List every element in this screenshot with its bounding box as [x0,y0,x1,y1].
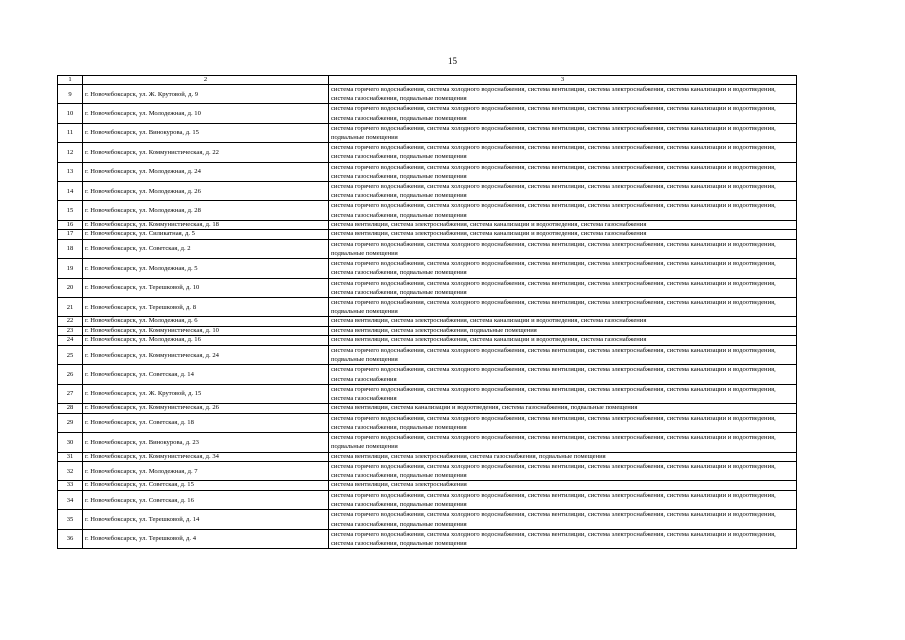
row-address: г. Новочебоксарск, ул. Молодежная, д. 28 [83,201,329,220]
table-row [58,230,797,240]
table-row [58,413,797,432]
row-number: 26 [58,365,83,384]
table-row [58,336,797,346]
row-number: 21 [58,298,83,317]
row-number: 24 [58,336,83,346]
table-row [58,326,797,336]
table-row [58,104,797,123]
row-address: г. Новочебоксарск, ул. Молодежная, д. 16 [83,336,329,346]
row-systems: система вентиляции, система электроснабжения, система канализации и водоотведения, система газоснабжения [329,336,797,346]
row-address: г. Новочебоксарск, ул. Терешковой, д. 4 [83,529,329,548]
row-address: г. Новочебоксарск, ул. Терешковой, д. 8 [83,298,329,317]
buildings-table [57,75,797,549]
row-address: г. Новочебоксарск, ул. Советская, д. 16 [83,490,329,509]
row-systems: система горячего водоснабжения, система холодного водоснабжения, система вентиляции, система электроснабжения, система канализации и водоотведения, система газоснабжения, подвальные помещения [329,510,797,529]
row-number: 17 [58,230,83,240]
row-systems: система горячего водоснабжения, система холодного водоснабжения, система вентиляции, система электроснабжения, система канализации и водоотведения, система газоснабжения, подвальные помещения [329,182,797,201]
table-row [58,345,797,364]
row-systems: система горячего водоснабжения, система холодного водоснабжения, система вентиляции, система электроснабжения, система канализации и водоотведения, подвальные помещения [329,298,797,317]
row-systems: система горячего водоснабжения, система холодного водоснабжения, система вентиляции, система электроснабжения, система канализации и водоотведения, система газоснабжения [329,384,797,403]
row-number: 13 [58,162,83,181]
row-address: г. Новочебоксарск, ул. Советская, д. 2 [83,239,329,258]
table-header-row [58,76,797,85]
row-address: г. Новочебоксарск, ул. Советская, д. 14 [83,365,329,384]
row-systems: система горячего водоснабжения, система холодного водоснабжения, система вентиляции, система электроснабжения, система канализации и водоотведения, система газоснабжения, подвальные помещения [329,278,797,297]
row-number: 9 [58,85,83,104]
row-number: 33 [58,481,83,491]
row-systems: система горячего водоснабжения, система холодного водоснабжения, система вентиляции, система электроснабжения, система канализации и водоотведения, система газоснабжения, подвальные помещения [329,85,797,104]
row-systems: система вентиляции, система электроснабжения, система канализации и водоотведения, система газоснабжения [329,317,797,327]
row-systems: система горячего водоснабжения, система холодного водоснабжения, система вентиляции, система электроснабжения, система канализации и водоотведения, система газоснабжения, подвальные помещения [329,529,797,548]
row-number: 31 [58,452,83,462]
row-number: 11 [58,123,83,142]
page-number: 15 [448,56,457,66]
row-address: г. Новочебоксарск, ул. Ж. Крутовой, д. 15 [83,384,329,403]
row-systems: система горячего водоснабжения, система холодного водоснабжения, система вентиляции, система электроснабжения, система канализации и водоотведения, система газоснабжения, подвальные помещения [329,462,797,481]
row-systems: система горячего водоснабжения, система холодного водоснабжения, система вентиляции, система электроснабжения, система канализации и водоотведения, подвальные помещения [329,345,797,364]
header-col-2: 2 [83,76,329,85]
row-address: г. Новочебоксарск, ул. Коммунистическая, д. 26 [83,404,329,414]
row-number: 25 [58,345,83,364]
row-systems: система горячего водоснабжения, система холодного водоснабжения, система вентиляции, система электроснабжения, система канализации и водоотведения, система газоснабжения, подвальные помещения [329,201,797,220]
table-row [58,220,797,230]
table-row [58,278,797,297]
row-systems: система горячего водоснабжения, система холодного водоснабжения, система вентиляции, система электроснабжения, система канализации и водоотведения, система газоснабжения, подвальные помещения [329,104,797,123]
table-row [58,182,797,201]
table-row [58,298,797,317]
row-systems: система горячего водоснабжения, система холодного водоснабжения, система вентиляции, система электроснабжения, система канализации и водоотведения, подвальные помещения [329,123,797,142]
row-number: 20 [58,278,83,297]
table-row [58,529,797,548]
row-systems: система вентиляции, система электроснабжения, подвальные помещения [329,326,797,336]
row-number: 32 [58,462,83,481]
table-row [58,85,797,104]
row-number: 27 [58,384,83,403]
row-number: 35 [58,510,83,529]
row-number: 23 [58,326,83,336]
table-row [58,162,797,181]
row-address: г. Новочебоксарск, ул. Советская, д. 15 [83,481,329,491]
row-systems: система горячего водоснабжения, система холодного водоснабжения, система вентиляции, система электроснабжения, система канализации и водоотведения, подвальные помещения [329,239,797,258]
row-systems: система горячего водоснабжения, система холодного водоснабжения, система вентиляции, система электроснабжения, система канализации и водоотведения, система газоснабжения, подвальные помещения [329,162,797,181]
row-number: 34 [58,490,83,509]
row-systems: система вентиляции, система электроснабжения [329,481,797,491]
row-address: г. Новочебоксарск, ул. Коммунистическая, д. 10 [83,326,329,336]
row-systems: система вентиляции, система канализации и водоотведения, система газоснабжения, подвальные помещения [329,404,797,414]
table-row [58,384,797,403]
row-systems: система горячего водоснабжения, система холодного водоснабжения, система вентиляции, система электроснабжения, система канализации и водоотведения, система газоснабжения, подвальные помещения [329,143,797,162]
row-number: 36 [58,529,83,548]
row-number: 14 [58,182,83,201]
row-number: 12 [58,143,83,162]
row-systems: система горячего водоснабжения, система холодного водоснабжения, система вентиляции, система электроснабжения, система канализации и водоотведения, подвальные помещения [329,433,797,452]
row-systems: система вентиляции, система электроснабжения, система газоснабжения, подвальные помещения [329,452,797,462]
table-row [58,433,797,452]
row-address: г. Новочебоксарск, ул. Советская, д. 18 [83,413,329,432]
row-address: г. Новочебоксарск, ул. Молодежная, д. 24 [83,162,329,181]
table-row [58,404,797,414]
row-number: 15 [58,201,83,220]
table-row [58,490,797,509]
row-address: г. Новочебоксарск, ул. Силикатная, д. 5 [83,230,329,240]
table-row [58,201,797,220]
row-number: 28 [58,404,83,414]
table-row [58,143,797,162]
row-address: г. Новочебоксарск, ул. Винокурова, д. 23 [83,433,329,452]
row-number: 19 [58,259,83,278]
table-row [58,239,797,258]
table-row [58,317,797,327]
row-number: 10 [58,104,83,123]
row-systems: система горячего водоснабжения, система холодного водоснабжения, система вентиляции, система электроснабжения, система канализации и водоотведения, система газоснабжения, подвальные помещения [329,490,797,509]
row-systems: система горячего водоснабжения, система холодного водоснабжения, система вентиляции, система электроснабжения, система канализации и водоотведения, система газоснабжения, подвальные помещения [329,413,797,432]
header-col-3: 3 [329,76,797,85]
row-number: 16 [58,220,83,230]
row-systems: система горячего водоснабжения, система холодного водоснабжения, система вентиляции, система электроснабжения, система канализации и водоотведения, система газоснабжения, подвальные помещения [329,259,797,278]
row-address: г. Новочебоксарск, ул. Коммунистическая, д. 24 [83,345,329,364]
row-number: 29 [58,413,83,432]
row-address: г. Новочебоксарск, ул. Коммунистическая, д. 18 [83,220,329,230]
row-number: 22 [58,317,83,327]
row-address: г. Новочебоксарск, ул. Терешковой, д. 10 [83,278,329,297]
row-systems: система вентиляции, система электроснабжения, система канализации и водоотведения, система газоснабжения [329,230,797,240]
row-address: г. Новочебоксарск, ул. Коммунистическая, д. 22 [83,143,329,162]
row-address: г. Новочебоксарск, ул. Молодежная, д. 26 [83,182,329,201]
row-number: 30 [58,433,83,452]
row-address: г. Новочебоксарск, ул. Ж. Крутовой, д. 9 [83,85,329,104]
table-row [58,481,797,491]
row-address: г. Новочебоксарск, ул. Молодежная, д. 6 [83,317,329,327]
table-row [58,462,797,481]
table-row [58,510,797,529]
table-row [58,259,797,278]
table-row [58,365,797,384]
row-systems: система вентиляции, система электроснабжения, система канализации и водоотведения, система газоснабжения [329,220,797,230]
table-row [58,123,797,142]
row-number: 18 [58,239,83,258]
row-address: г. Новочебоксарск, ул. Терешковой, д. 14 [83,510,329,529]
row-address: г. Новочебоксарск, ул. Молодежная, д. 7 [83,462,329,481]
row-systems: система горячего водоснабжения, система холодного водоснабжения, система вентиляции, система электроснабжения, система канализации и водоотведения, система газоснабжения [329,365,797,384]
row-address: г. Новочебоксарск, ул. Молодежная, д. 10 [83,104,329,123]
row-address: г. Новочебоксарск, ул. Винокурова, д. 15 [83,123,329,142]
row-address: г. Новочебоксарск, ул. Молодежная, д. 5 [83,259,329,278]
table-row [58,452,797,462]
row-address: г. Новочебоксарск, ул. Коммунистическая, д. 34 [83,452,329,462]
header-col-1: 1 [58,76,83,85]
